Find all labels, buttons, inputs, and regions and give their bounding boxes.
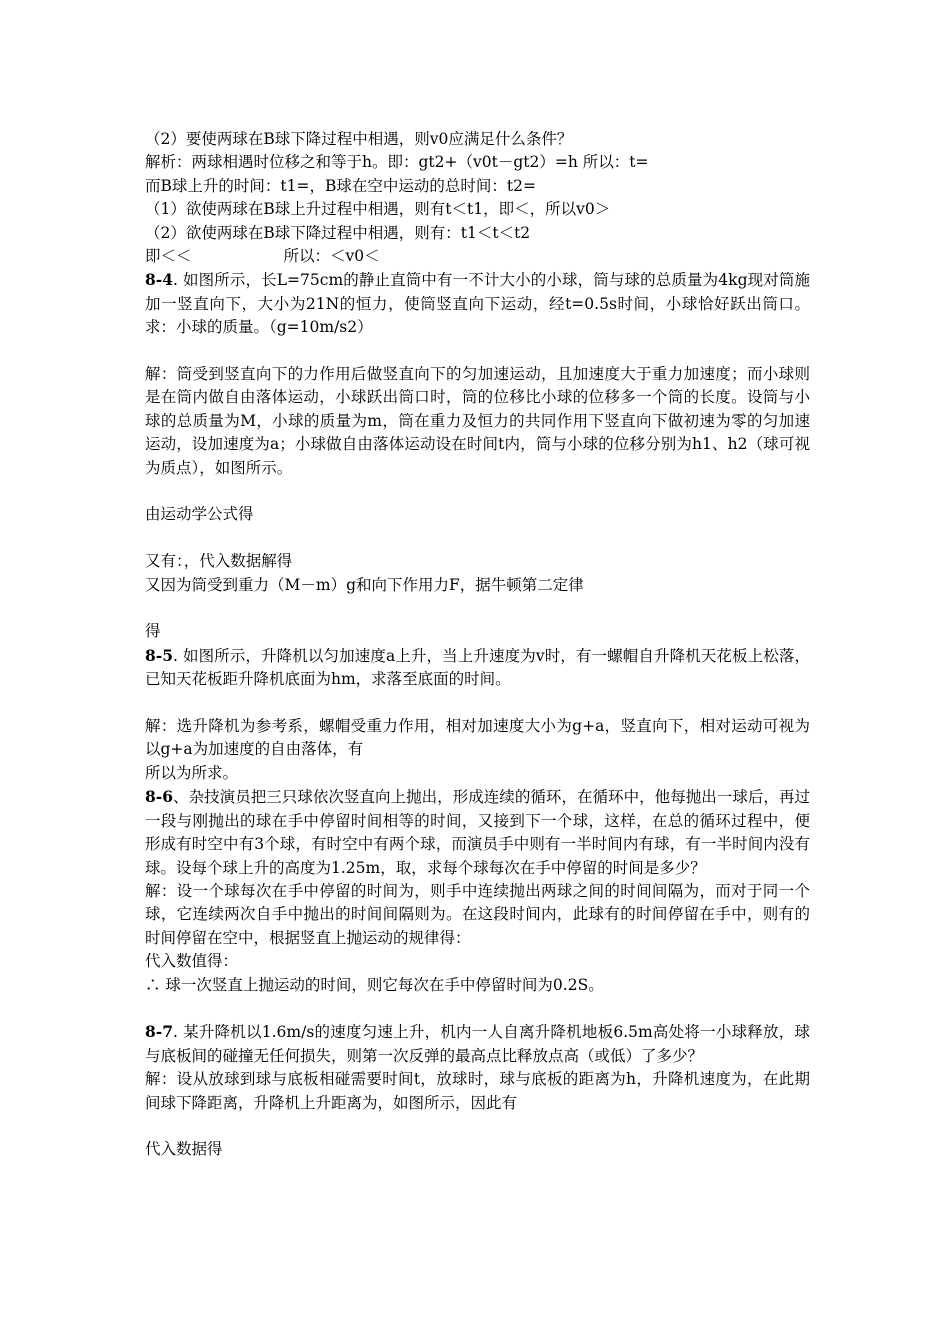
problem-number: 8-4 <box>145 270 174 290</box>
problem-8-6 <box>145 785 810 880</box>
inequality-text: 即＜＜ <box>145 247 192 266</box>
document-page <box>145 128 810 1162</box>
problem-number: 8-5 <box>145 645 174 665</box>
text-line: 而B球上升的时间：t1=，B球在空中运动的总时间：t2= <box>145 176 536 195</box>
text-line: （2）要使两球在B球下降过程中相遇，则v0应满足什么条件？ <box>145 130 573 148</box>
text-line: 解析：两球相遇时位移之和等于h。即：gt2+（v0t－gt2）=h 所以：t= <box>145 153 649 172</box>
solution-8-7: 解：设从放球到球与底板相碰需要时间t，放球时，球与底板的距离为h，升降机速度为，在此期间球下降距离，升降机上升距离为，如图所示，因此有 <box>145 1070 810 1112</box>
text-line: （2）欲使两球在B球下降过程中相遇，则有：t1＜t＜t2 <box>145 223 531 242</box>
inequality-result: 所以：＜v0＜ <box>283 247 380 266</box>
problem-number: 8-6 <box>145 787 174 807</box>
text-line: （1）欲使两球在B球上升过程中相遇，则有t＜t1，即＜，所以v0＞ <box>145 200 611 219</box>
problem-8-7 <box>145 1020 810 1068</box>
problem-text: . 某升降机以1.6m/s的速度匀速上升，机内一人自离升降机地板6.5m高处将一小球释放，球与底板间的碰撞无任何损失，则第一次反弹的最高点比释放点高（或低）了多少？ <box>145 1023 810 1065</box>
solution-line: 由运动学公式得 <box>145 505 254 524</box>
solution-8-4: 解：筒受到竖直向下的力作用后做竖直向下的匀加速运动，且加速度大于重力加速度；而小球则是在筒内做自由落体运动，小球跃出筒口时，筒的位移比小球的位移多一个筒的长度。设筒与小球的总质量为M，小球的质量为m，筒在重力及恒力的共同作用下竖直向下做初速为零的匀加速运动，设加速度为a；小球做自由落体运动设在时间t内，筒与小球的位移分别为h1、h2（球可视为质点），如图所示。 <box>145 365 810 477</box>
solution-line: ∴ 球一次竖直上抛运动的时间，则它每次在手中停留时间为0.2S。 <box>145 975 604 994</box>
solution-line: 又有：，代入数据解得 <box>145 552 293 571</box>
solution-line: 所以为所求。 <box>145 763 239 782</box>
problem-text: 、杂技演员把三只球依次竖直向上抛出，形成连续的循环，在循环中，他每抛出一球后，再过一段与刚抛出的球在手中停留时间相等的时间，又接到下一个球，这样，在总的循环过程中，便形成有时空中有3个球，有时空中有两个球，而演员手中则有一半时间内有球，有一半时间内没有球。设每个球上升的高度为1.25m，取，求每个球每次在手中停留的时间是多少？ <box>145 788 810 877</box>
problem-number: 8-7 <box>145 1022 174 1042</box>
solution-line: 又因为筒受到重力（M－m）g和向下作用力F，据牛顿第二定律 <box>145 575 584 594</box>
solution-line: 代入数据得 <box>145 1140 223 1159</box>
text-line <box>145 245 810 268</box>
solution-line: 得 <box>145 622 161 641</box>
solution-8-5: 解：选升降机为参考系，螺帽受重力作用，相对加速度大小为g+a，竖直向下，相对运动可视为以g+a为加速度的自由落体，有 <box>145 717 810 759</box>
problem-8-4 <box>145 268 810 339</box>
problem-8-5 <box>145 644 810 692</box>
problem-text: . 如图所示，长L=75cm的静止直筒中有一不计大小的小球，筒与球的总质量为4kg现对筒施加一竖直向下，大小为21N的恒力，使筒竖直向下运动，经t=0.5s时间，小球恰好跃出筒口。求：小球的质量。（g=10m/s2） <box>145 271 810 337</box>
solution-8-6: 解：设一个球每次在手中停留的时间为，则手中连续抛出两球之间的时间间隔为，而对于同一个球，它连续两次自手中抛出的时间间隔则为。在这段时间内，此球有的时间停留在手中，则有的时间停留在空中，根据竖直上抛运动的规律得： <box>145 881 810 947</box>
solution-line: 代入数值得： <box>145 952 239 971</box>
problem-text: . 如图所示，升降机以匀加速度a上升，当上升速度为v时，有一螺帽自升降机天花板上松落，已知天花板距升降机底面为hm，求落至底面的时间。 <box>145 646 810 689</box>
